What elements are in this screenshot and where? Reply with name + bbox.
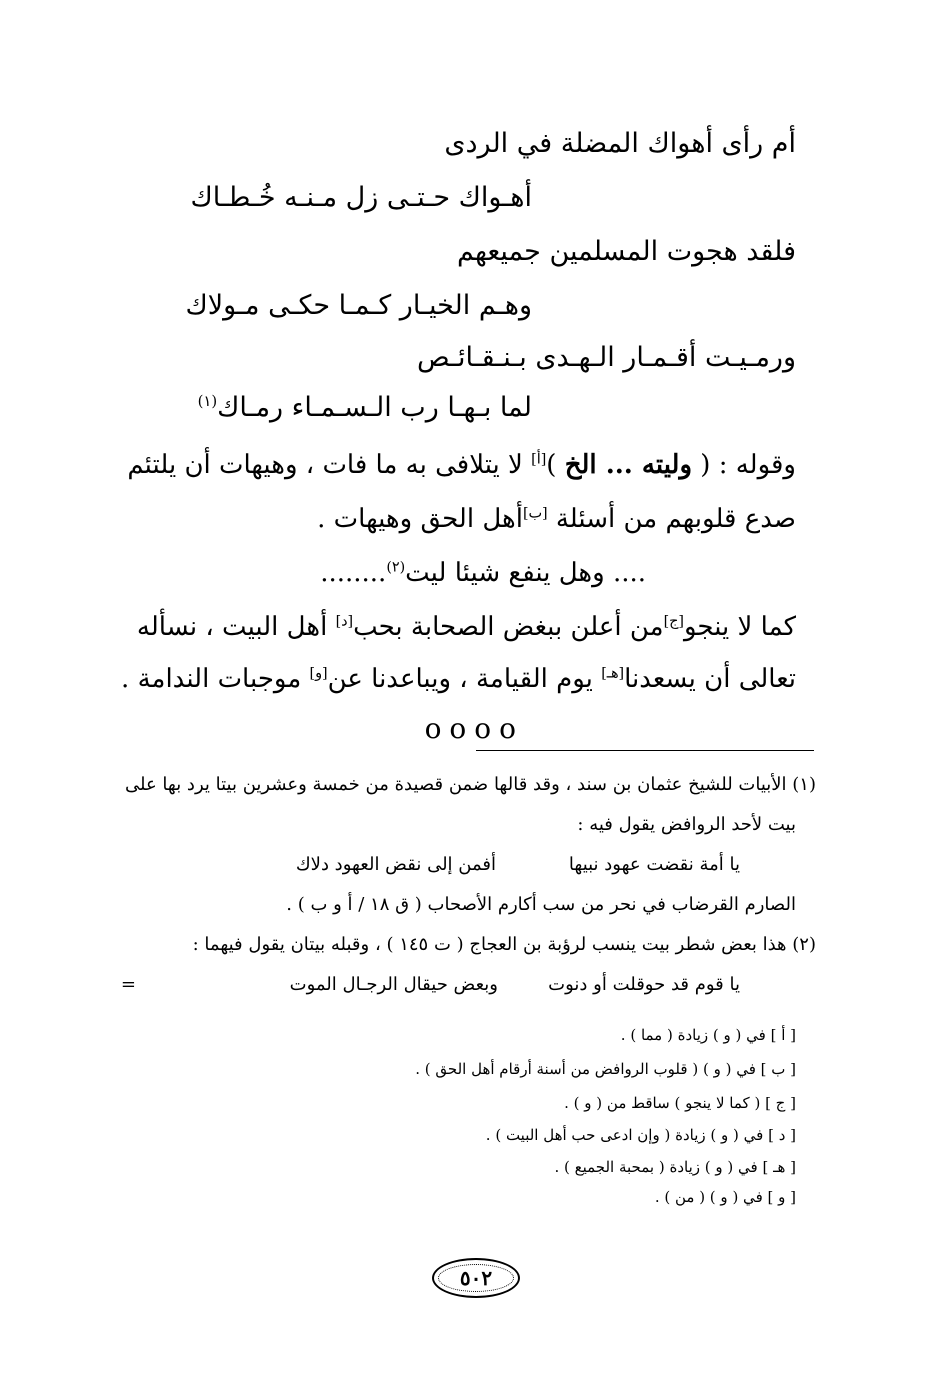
poem-line-5: ورمـيـت أقـمـار الـهـدى بـنـقـائـص (417, 342, 796, 373)
footnote-continued-mark: = (120, 974, 136, 995)
bracket-ref-d: [د] (335, 613, 354, 630)
para-line-3-a: .... وهل ينفع شيئا ليت (405, 558, 646, 588)
footnote-1-verse-a: يا أمة نقضت عهود نبيها (568, 854, 740, 875)
poem-line-6-text: لما بـهـا رب الـسـمـاء رمـاك (217, 392, 532, 423)
variant-note-a: [ أ ] في ( و ) زيادة ( مما ) . (620, 1026, 796, 1044)
para-line-4-a: كما لا ينجو (684, 612, 796, 642)
page-number: ٥٠٢ (459, 1266, 493, 1290)
page-number-badge (432, 1258, 520, 1298)
para-line-2-b: أهل الحق وهيهات . (317, 504, 523, 534)
quoted-phrase: وليته ... الخ (564, 450, 693, 480)
poem-line-2: أهـواك حـتـى زل مـنـه خُـطـاك (190, 182, 532, 213)
para-line-5-b: يوم القيامة ، ويباعدنا عن (327, 664, 602, 694)
bracket-ref-c: [ج] (663, 613, 684, 630)
variant-note-b: [ ب ] في ( و ) ( قلوب الروافض من أسنة أرقام أهل الحق ) . (415, 1060, 796, 1078)
variant-note-f: [ و ] في ( و ) ( من ) . (654, 1188, 796, 1206)
para-line-3-b: ........ (320, 558, 387, 588)
para-line-4-b: من أعلن ببغض الصحابة بحب (353, 612, 664, 642)
para-line-2-a: صدع قلوبهم من أسئلة (547, 504, 796, 534)
para-line-2 (317, 504, 796, 534)
para-line-1-d: لا يتلافى به ما فات ، وهيهات أن يلتئم (127, 450, 532, 480)
para-line-3 (320, 558, 646, 588)
variant-note-e: [ هـ ] في ( و ) زيادة ( بمحبة الجميع ) . (554, 1158, 796, 1176)
footnote-ref-1: (١) (197, 392, 218, 410)
footnote-1-line-2: بيت لأحد الروافض يقول فيه : (577, 814, 796, 835)
para-line-1-c: ) (546, 450, 557, 480)
para-line-1 (127, 450, 796, 480)
section-separator: oooo (424, 712, 524, 745)
footnote-2-verse-a: يا قوم قد حوقلت أو دنوت (548, 974, 740, 995)
footnote-2-verse-b: وبعض حيقال الرجـال الموت (289, 974, 498, 995)
para-line-5-a: تعالى أن يسعدنا (624, 664, 796, 694)
poem-line-3: فلقد هجوت المسلمين جميعهم (456, 236, 796, 267)
bracket-ref-a: [أ] (531, 451, 547, 468)
footnote-2-line-1: (٢) هذا بعض شطر بيت ينسب لرؤبة بن العجاج ( ت ١٤٥ ) ، وقبله بيتان يقول فيهما : (192, 934, 816, 955)
bracket-ref-f: [و] (309, 665, 328, 682)
footnote-divider (476, 750, 814, 751)
poem-line-1: أم رأى أهواك المضلة في الردى (444, 128, 796, 159)
variant-note-c: [ ج ] ( كما لا ينجو ) ساقط من ( و ) . (564, 1094, 796, 1112)
poem-line-6 (198, 392, 532, 423)
footnote-1-line-3: الصارم القرضاب في نحر من سب أكارم الأصحاب ( ق ١٨ / أ و ب ) . (286, 894, 796, 915)
poem-line-4: وهـم الخيـار كـمـا حكـى مـولاك (185, 290, 532, 321)
bracket-ref-e: [هـ] (601, 665, 625, 682)
footnote-ref-2: (٢) (386, 559, 406, 576)
para-line-5 (121, 664, 796, 694)
footnote-1-line-1: (١) الأبيات للشيخ عثمان بن سند ، وقد قالها ضمن قصيدة من خمسة وعشرين بيتا يرد بها على (125, 774, 816, 795)
footnote-1-verse-b: أفمن إلى نقض العهود دلاك (295, 854, 496, 875)
bracket-ref-b: [ب] (522, 505, 548, 522)
para-line-5-c: موجبات الندامة . (121, 664, 310, 694)
para-line-1-a: وقوله : ( (700, 450, 796, 480)
para-line-4 (137, 612, 796, 642)
para-line-4-c: أهل البيت ، نسأله (136, 612, 336, 642)
variant-note-d: [ د ] في ( و ) زيادة ( وإن ادعى حب أهل البيت ) . (485, 1126, 796, 1144)
